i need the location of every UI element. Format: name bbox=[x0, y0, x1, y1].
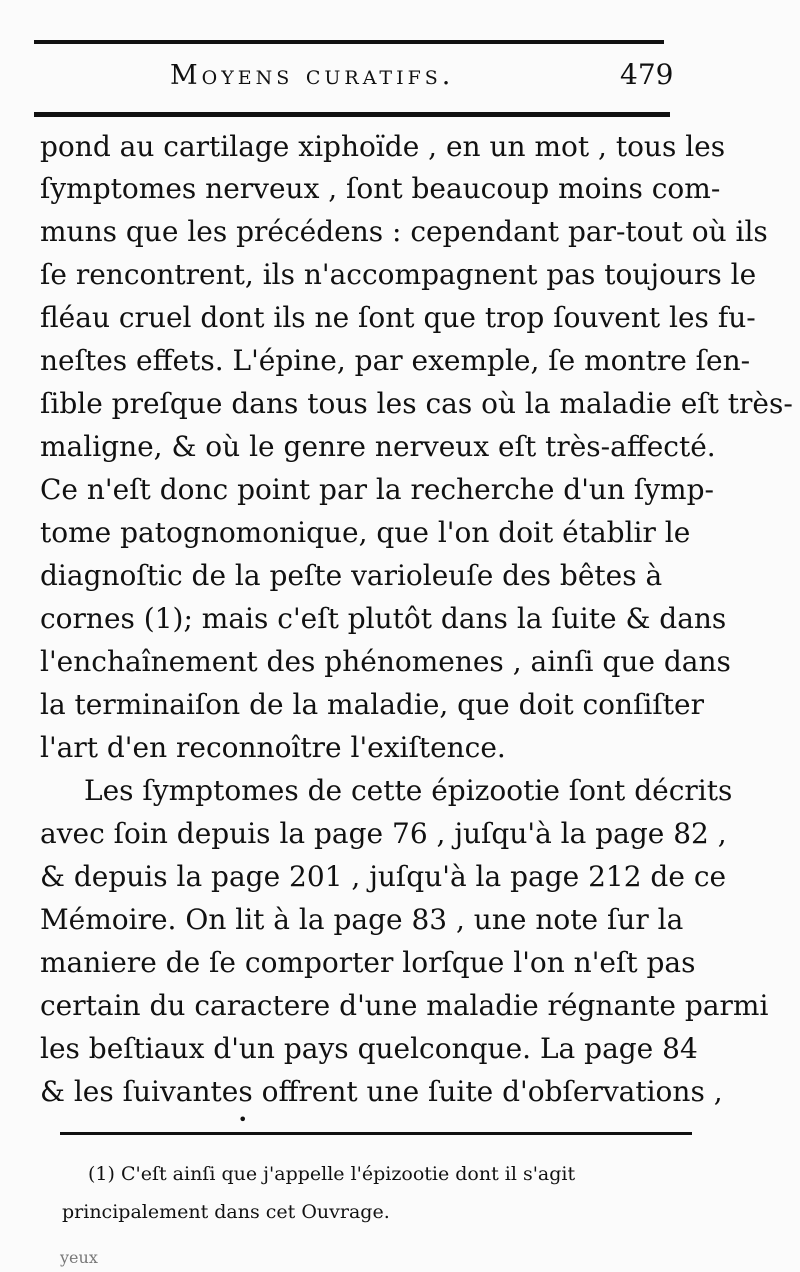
body-line: diagnoſtic de la peſte varioleuſe des bêtes à bbox=[40, 559, 663, 592]
body-line: & depuis la page 201 , juſqu'à la page 212 de ce bbox=[40, 860, 727, 893]
body-line: muns que les précédens : cependant par-tout où ils bbox=[40, 215, 768, 248]
body-line: avec ſoin depuis la page 76 , juſqu'à la page 82 , bbox=[40, 817, 727, 850]
body-line: certain du caractere d'une maladie régnante parmi bbox=[40, 989, 769, 1022]
top-rule bbox=[34, 40, 664, 44]
bleed-through-text: yeux bbox=[60, 1248, 98, 1267]
body-line: maligne, & où le genre nerveux eſt très-affecté. bbox=[40, 430, 716, 463]
body-line: les beſtiaux d'un pays quelconque. La page 84 bbox=[40, 1032, 698, 1065]
header-rule bbox=[34, 112, 670, 117]
body-line: Mémoire. On lit à la page 83 , une note ſur la bbox=[40, 903, 684, 936]
body-line: ſe rencontrent, ils n'accompagnent pas toujours le bbox=[40, 258, 757, 291]
body-line: Les ſymptomes de cette épizootie ſont décrits bbox=[84, 774, 733, 807]
body-line: fléau cruel dont ils ne ſont que trop ſouvent les fu- bbox=[40, 301, 756, 334]
body-line: & les ſuivantes offrent une ſuite d'obſervations , bbox=[40, 1075, 723, 1108]
body-line: la terminaiſon de la maladie, que doit conſiſter bbox=[40, 688, 704, 721]
body-line: l'enchaînement des phénomenes , ainſi que dans bbox=[40, 645, 731, 678]
body-line: tome patognomonique, que l'on doit établir le bbox=[40, 516, 691, 549]
body-line: neſtes effets. L'épine, par exemple, ſe montre ſen- bbox=[40, 344, 751, 377]
footnote-rule bbox=[60, 1132, 692, 1135]
body-line: maniere de ſe comporter lorſque l'on n'eſt pas bbox=[40, 946, 696, 979]
running-title: Moyens curatifs. bbox=[170, 60, 455, 91]
page-number: 479 bbox=[620, 58, 674, 91]
body-line: cornes (1); mais c'eſt plutôt dans la ſuite & dans bbox=[40, 602, 727, 635]
body-line: pond au cartilage xiphoïde , en un mot , tous les bbox=[40, 130, 726, 163]
signature-mark: • bbox=[238, 1110, 248, 1129]
footnote-line: (1) C'eſt ainſi que j'appelle l'épizootie dont il s'agit bbox=[88, 1163, 576, 1185]
body-line: ſible preſque dans tous les cas où la maladie eſt très- bbox=[40, 387, 793, 420]
body-line: Ce n'eſt donc point par la recherche d'un ſymp- bbox=[40, 473, 714, 506]
footnote-line: principalement dans cet Ouvrage. bbox=[62, 1201, 390, 1223]
body-line: ſymptomes nerveux , ſont beaucoup moins com- bbox=[40, 172, 721, 205]
body-line: l'art d'en reconnoître l'exiſtence. bbox=[40, 731, 506, 764]
